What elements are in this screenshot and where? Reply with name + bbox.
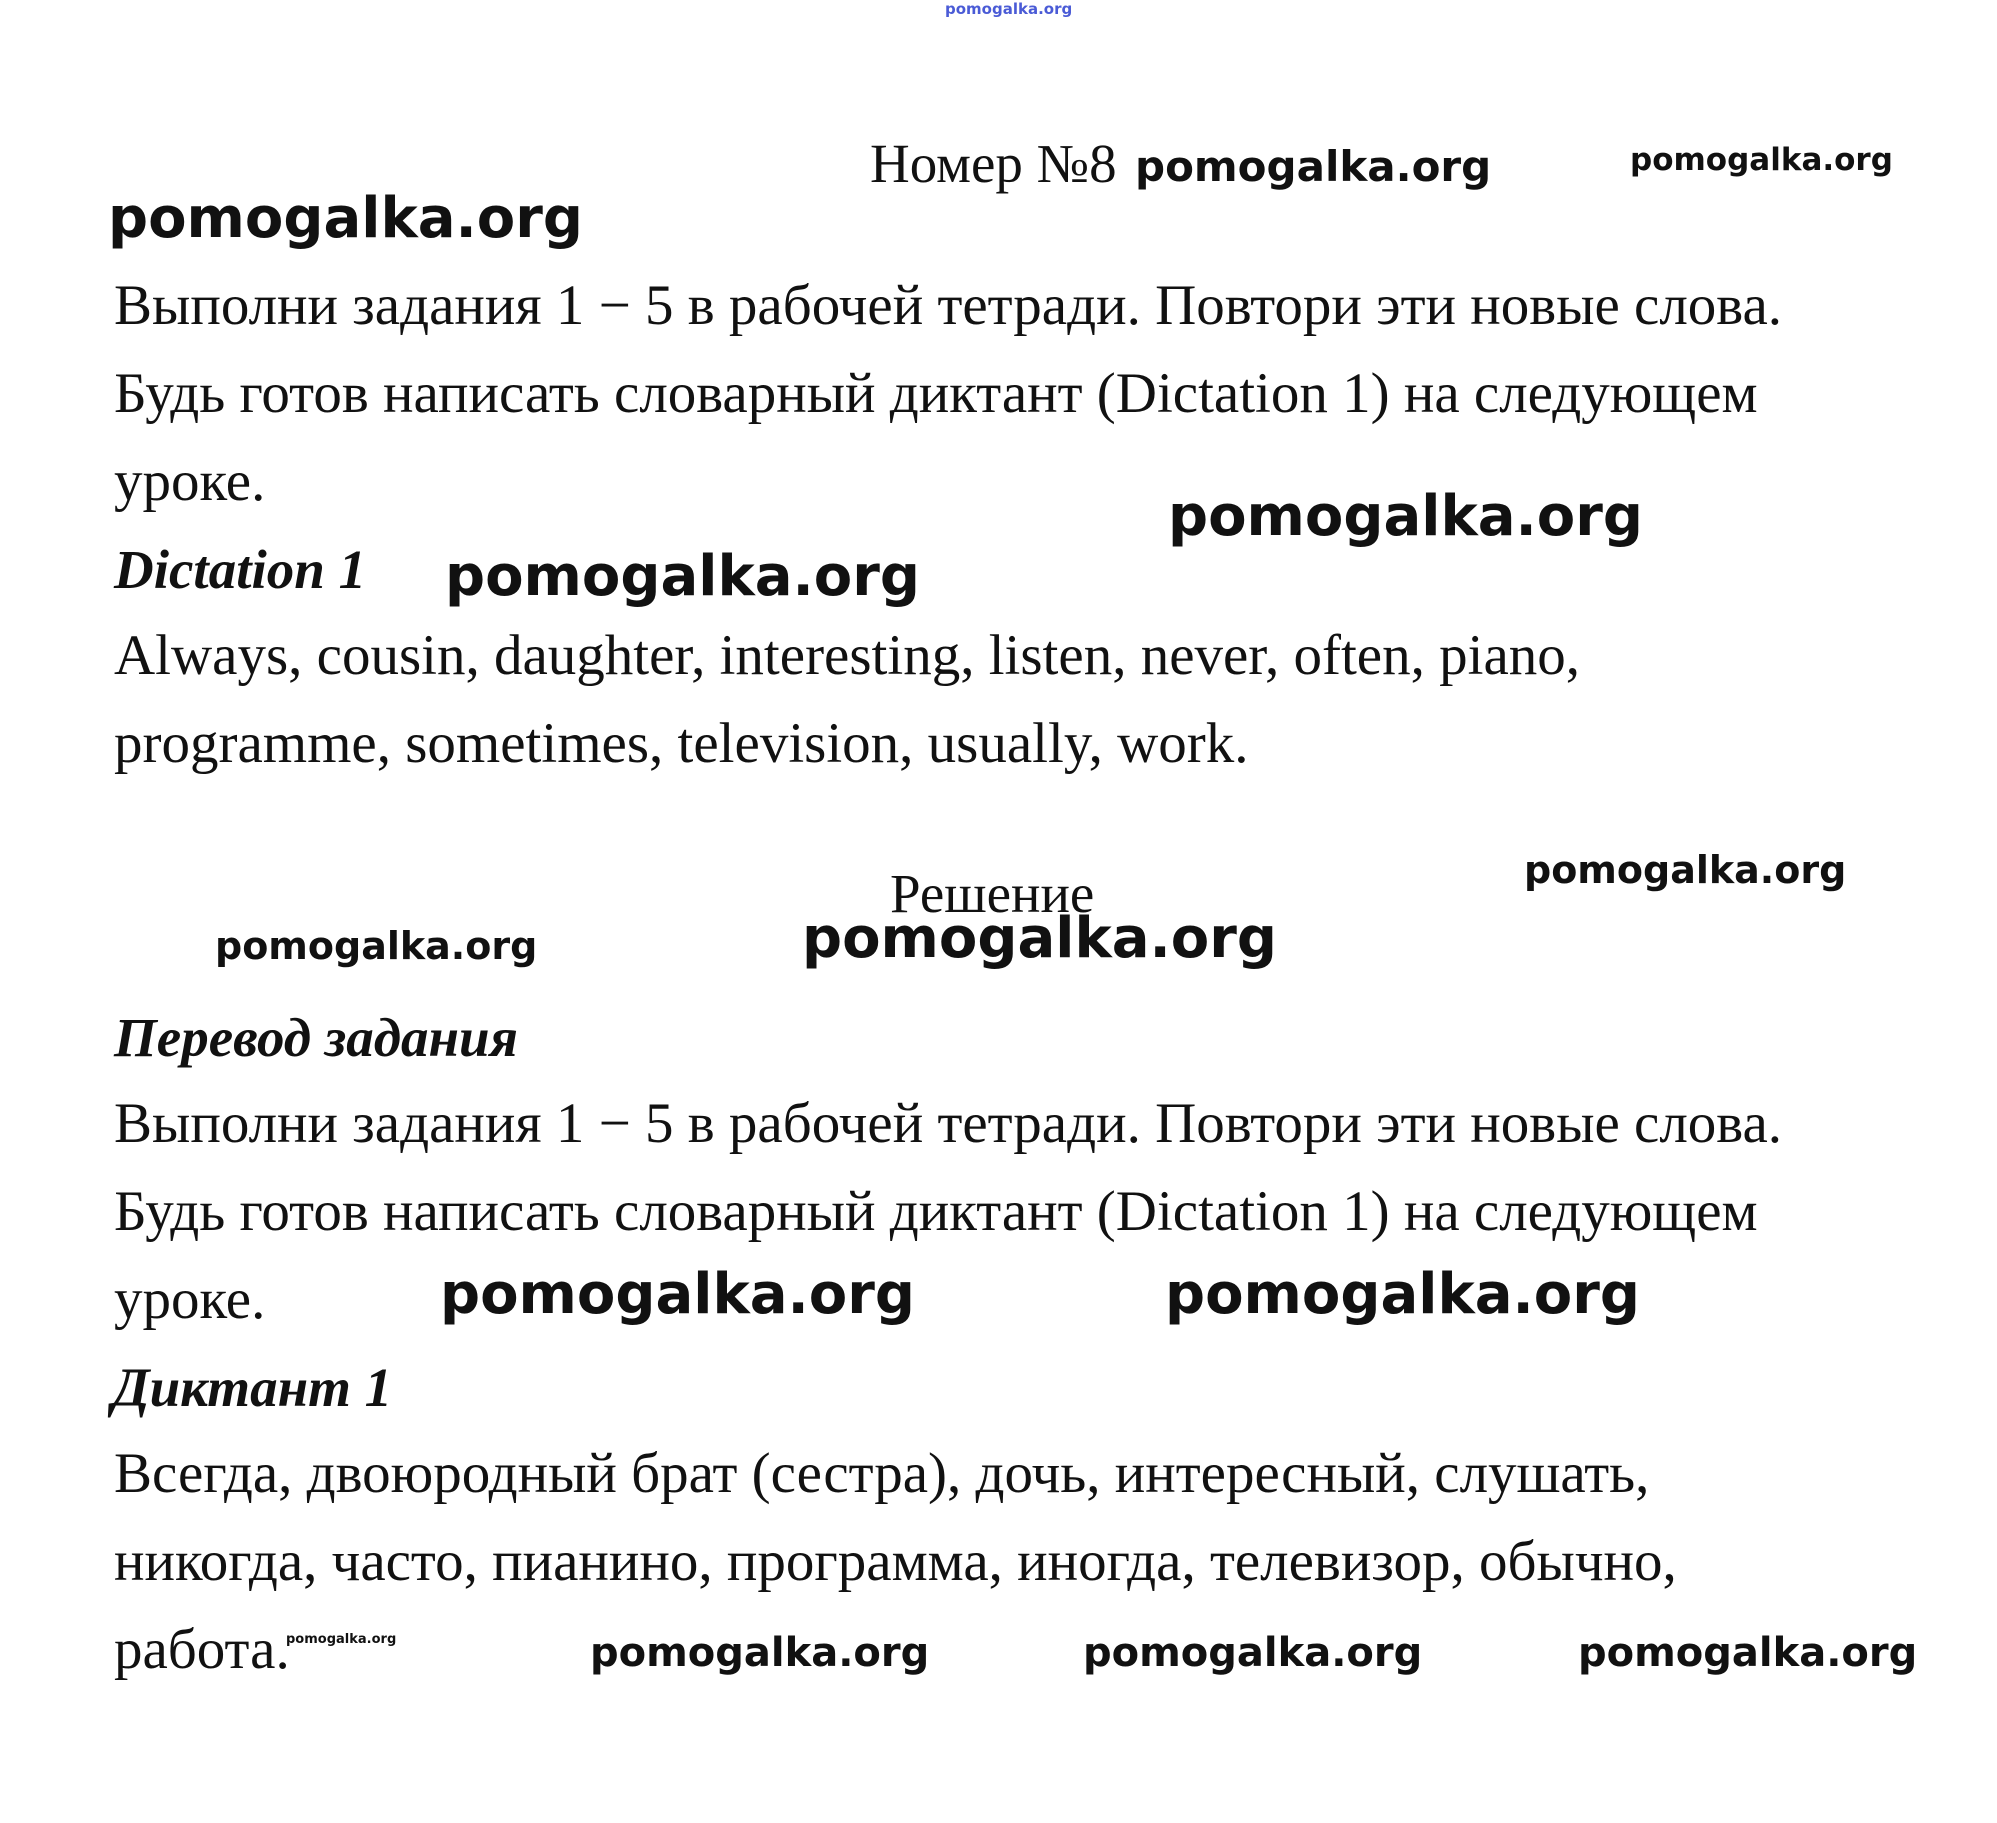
watermark-bottom-3: pomogalka.org [1578, 1630, 1918, 1676]
watermark-under-solution: pomogalka.org [802, 906, 1277, 971]
task-line-3: уроке. [114, 450, 266, 513]
watermark-bottom-1: pomogalka.org [590, 1630, 930, 1676]
translation-heading: Перевод задания [114, 1007, 518, 1068]
dictation-line-2: programme, sometimes, television, usually, work. [114, 712, 1249, 775]
task-line-2: Будь готов написать словарный диктант (Dictation 1) на следующем [114, 362, 1758, 425]
watermark-mid-right: pomogalka.org [1168, 484, 1643, 549]
watermark-top-right: pomogalka.org [1630, 142, 1893, 178]
watermark-bottom-2: pomogalka.org [1083, 1630, 1423, 1676]
watermark-next-to-dictation: pomogalka.org [445, 544, 920, 609]
watermark-right-of-solution: pomogalka.org [1524, 848, 1847, 892]
watermark-after-title: pomogalka.org [1135, 142, 1492, 191]
watermark-left-of-solution: pomogalka.org [215, 924, 538, 968]
translation-line-1: Выполни задания 1 − 5 в рабочей тетради. Повтори эти новые слова. [114, 1092, 1783, 1155]
dictation-ru-line-1: Всегда, двоюродный брат (сестра), дочь, интересный, слушать, [114, 1442, 1650, 1505]
dictation-line-1: Always, cousin, daughter, interesting, listen, never, often, piano, [114, 624, 1580, 687]
dictation-ru-line-3: работа. [114, 1618, 290, 1681]
dictation-ru-heading: Диктант 1 [112, 1357, 393, 1418]
page-title: Номер №8 [870, 133, 1117, 194]
dictation-heading: Dictation 1 [114, 539, 367, 600]
watermark-translation-right: pomogalka.org [1165, 1262, 1640, 1327]
dictation-ru-line-2: никогда, часто, пианино, программа, иногда, телевизор, обычно, [114, 1530, 1677, 1593]
translation-line-2: Будь готов написать словарный диктант (Dictation 1) на следующем [114, 1180, 1758, 1243]
watermark-left-big: pomogalka.org [108, 186, 583, 251]
translation-line-3: уроке. [114, 1268, 266, 1331]
solution-label: Решение [890, 863, 1095, 924]
watermark-translation-mid: pomogalka.org [440, 1262, 915, 1327]
top-watermark: pomogalka.org [945, 0, 1073, 18]
watermark-tiny-after-rabota: pomogalka.org [286, 1632, 397, 1647]
task-line-1: Выполни задания 1 − 5 в рабочей тетради. Повтори эти новые слова. [114, 274, 1783, 337]
